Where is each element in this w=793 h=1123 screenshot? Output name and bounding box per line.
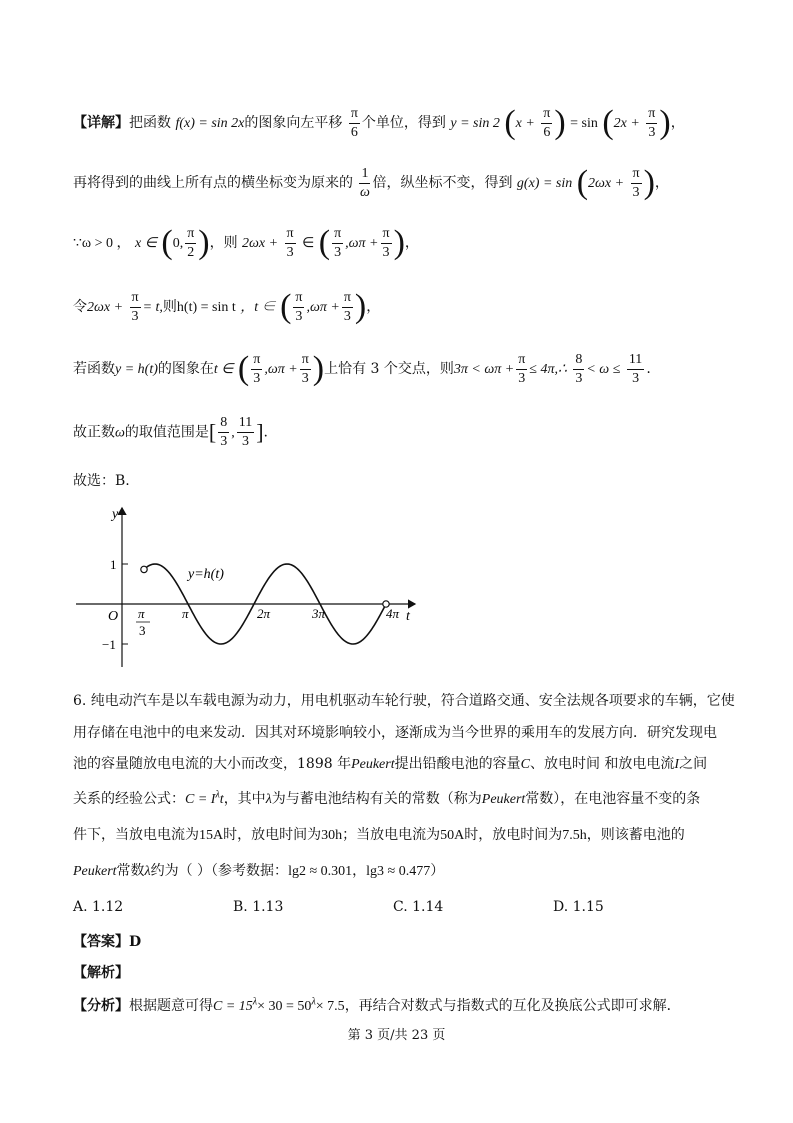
detail-tag: 【详解】 <box>73 115 129 131</box>
y-neg-one: −1 <box>102 637 116 652</box>
detail-line-2: 再将得到的曲线上所有点的横坐标变为原来的 $\frac{1}{\omega}$ 倍，纵坐标不变，得到 g(x) = sin (2ωx + $\frac{\pi}{3}$ )， <box>73 164 669 201</box>
choices <box>73 899 604 915</box>
tick-4pi: 4π <box>386 606 400 621</box>
q6-line-1: 6. 纯电动汽车是以车载电源为动力，用电机驱动车轮行驶，符合道路交通、安全法规各项要求的车辆，它使 <box>73 693 735 709</box>
t-label: t <box>406 609 410 624</box>
fraction: $\frac{\pi}{6}$ <box>350 105 358 140</box>
y-label: y <box>112 507 119 522</box>
detail-line-6: 故正数ω的取值范围是[ $\frac{8}{3}$ , $\frac{11}{3}$ ]. <box>73 415 268 449</box>
function-g: g(x) = sin <box>516 176 573 191</box>
y-one: 1 <box>110 557 117 572</box>
svg-text:π: π <box>138 606 145 621</box>
start-point <box>141 566 147 572</box>
fenxi: 【分析】根据题意可得$C = 15^\lambda\times 30 = 50^\lambda\times 7.5$，再结合对数式与指数式的互化及换底公式即可求解． <box>73 996 681 1014</box>
choice-d: D. 1.15 <box>553 899 604 915</box>
detail-line-7: 故选：B. <box>73 473 130 489</box>
tick-3pi: 3π <box>312 606 326 621</box>
q6-line-5: 件下，当放电电流为15A时，放电时间为30h；当放电电流为50A时，放电时间为7.5h，则该蓄电池的 <box>73 827 685 843</box>
detail-line-5: 若函数y = h(t)的图象在t ∈ ( $\frac{\pi}{3}$ ,ωπ + $\frac{\pi}{3}$ )上恰有 3 个交点，则3π < ωπ + $\frac{\pi}{3}$ ≤ 4π,∴ $\frac{8}{3}$ < ω ≤ $\frac{11}{3}$ . <box>73 350 651 387</box>
tick-2pi: 2π <box>257 606 271 621</box>
q6-line-2: 用存储在电池中的电来发动．因其对环境影响较小，逐渐成为当今世界的乘用车的发展方向．研究发现电 <box>73 725 717 741</box>
svg-text:3: 3 <box>139 623 146 638</box>
detail-line-3: ∵ω > 0 ， x ∈ (0, $\frac{\pi}{2}$ )，则 2ωx + $\frac{\pi}{3}$ ∈ ( $\frac{\pi}{3}$ ,ωπ + $\frac{\pi}{3}$ )， <box>73 224 419 261</box>
curve-label: y=h(t) <box>188 567 224 582</box>
q6-line-4: 关系的经验公式：$C = I^\lambda t$，其中λ为与蓄电池结构有关的常数（称为Peukert常数），在电池容量不变的条 <box>73 789 701 807</box>
answer: 【答案】D <box>73 934 142 950</box>
sine-graph <box>70 502 430 672</box>
page-footer: 第 3 页/共 23 页 <box>347 1028 446 1043</box>
fraction: $\frac{1}{\omega}$ <box>360 165 370 200</box>
choice-b: B. 1.13 <box>233 899 284 915</box>
detail-line-4: 令2ωx + $\frac{\pi}{3}$ = t,则h(t) = sin t ，t ∈ ( $\frac{\pi}{3}$ ,ωπ + $\frac{\pi}{3}$ )， <box>73 288 381 325</box>
detail-line-1: 【详解】把函数 f(x) = sin 2x的图象向左平移 $\frac{\pi}{6}$ 个单位，得到 y = sin 2 (x + $\frac{\pi}{6}$ ) = sin (2x + $\frac{\pi}{3}$ )， <box>73 104 685 141</box>
tick-pi: π <box>182 606 189 621</box>
q6-line-3: 池的容量随放电电流的大小而改变，1898 年Peukert提出铅酸电池的容量C、放电时间 和放电电流I之间 <box>73 756 708 772</box>
origin-label: O <box>108 609 119 624</box>
function-f: f(x) = sin 2x <box>175 116 245 131</box>
choice-a: A. 1.12 <box>73 899 124 915</box>
q6-line-6: Peukert常数λ约为（ ）（参考数据：lg2 ≈ 0.301，lg3 ≈ 0.477） <box>73 863 445 879</box>
analysis-tag: 【解析】 <box>73 965 129 981</box>
choice-c: C. 1.14 <box>393 899 444 915</box>
